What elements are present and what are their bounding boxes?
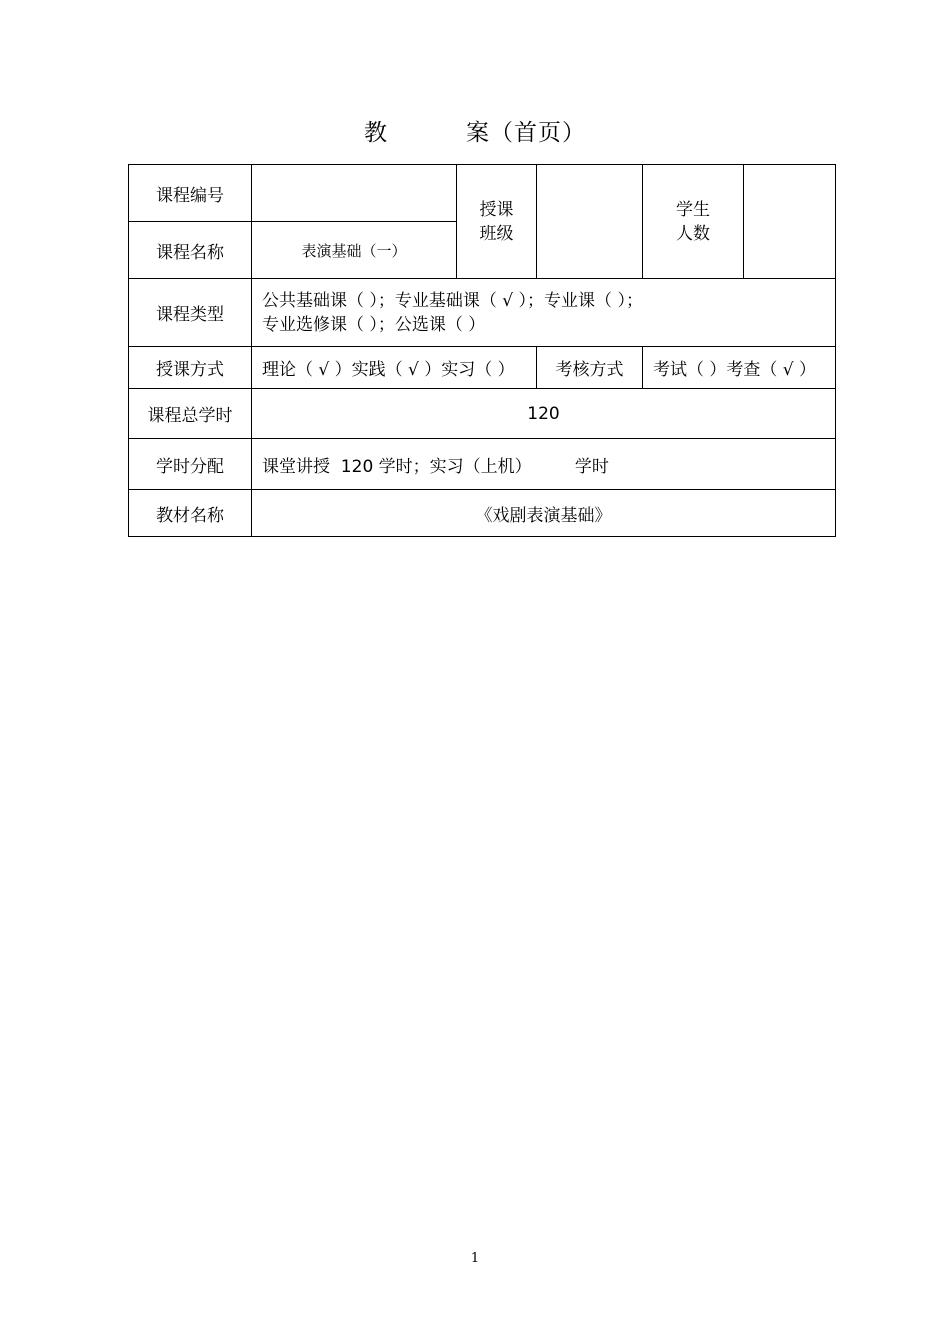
course-name-value: 表演基础（一） (252, 222, 457, 279)
table-row (129, 279, 836, 347)
page-title (0, 114, 950, 147)
course-info-table (128, 164, 836, 537)
table-row (129, 490, 836, 537)
students-value (744, 165, 836, 279)
table-row (129, 439, 836, 490)
course-code-label: 课程编号 (129, 165, 252, 222)
course-type-line1: 公共基础课（ ）；专业基础课（ √ ）；专业课（ ）； (262, 290, 643, 311)
hour-allocation-label: 学时分配 (129, 439, 252, 490)
hour-allocation-value: 课堂讲授 120 学时；实习（上机） 学时 (252, 439, 836, 490)
total-hours-label: 课程总学时 (129, 389, 252, 439)
title-left: 教 (364, 120, 388, 146)
page-number: 1 (470, 1251, 480, 1266)
title-right: 案（首页） (466, 120, 586, 146)
students-label-line1: 学生 (676, 199, 710, 220)
exam-method-label: 考核方式 (537, 347, 643, 389)
students-label-line2: 人数 (676, 223, 710, 244)
total-hours-value: 120 (252, 389, 836, 439)
teaching-method-value: 理论（ √ ）实践（ √ ）实习（ ） (252, 347, 537, 389)
class-label-line1: 授课 (479, 199, 514, 220)
course-name-label: 课程名称 (129, 222, 252, 279)
students-label (643, 165, 744, 279)
table-row (129, 347, 836, 389)
class-label (457, 165, 537, 279)
course-code-value (252, 165, 457, 222)
textbook-value: 《戏剧表演基础》 (252, 490, 836, 537)
textbook-label: 教材名称 (129, 490, 252, 537)
course-type-label: 课程类型 (129, 279, 252, 347)
class-label-line2: 班级 (479, 223, 514, 244)
table-row (129, 389, 836, 439)
exam-method-value: 考试（ ）考查（ √ ） (643, 347, 836, 389)
course-type-value (252, 279, 836, 347)
course-type-line2: 专业选修课（ ）；公选课（ ） (262, 314, 486, 335)
teaching-method-label: 授课方式 (129, 347, 252, 389)
class-value (537, 165, 643, 279)
table-row (129, 165, 836, 222)
